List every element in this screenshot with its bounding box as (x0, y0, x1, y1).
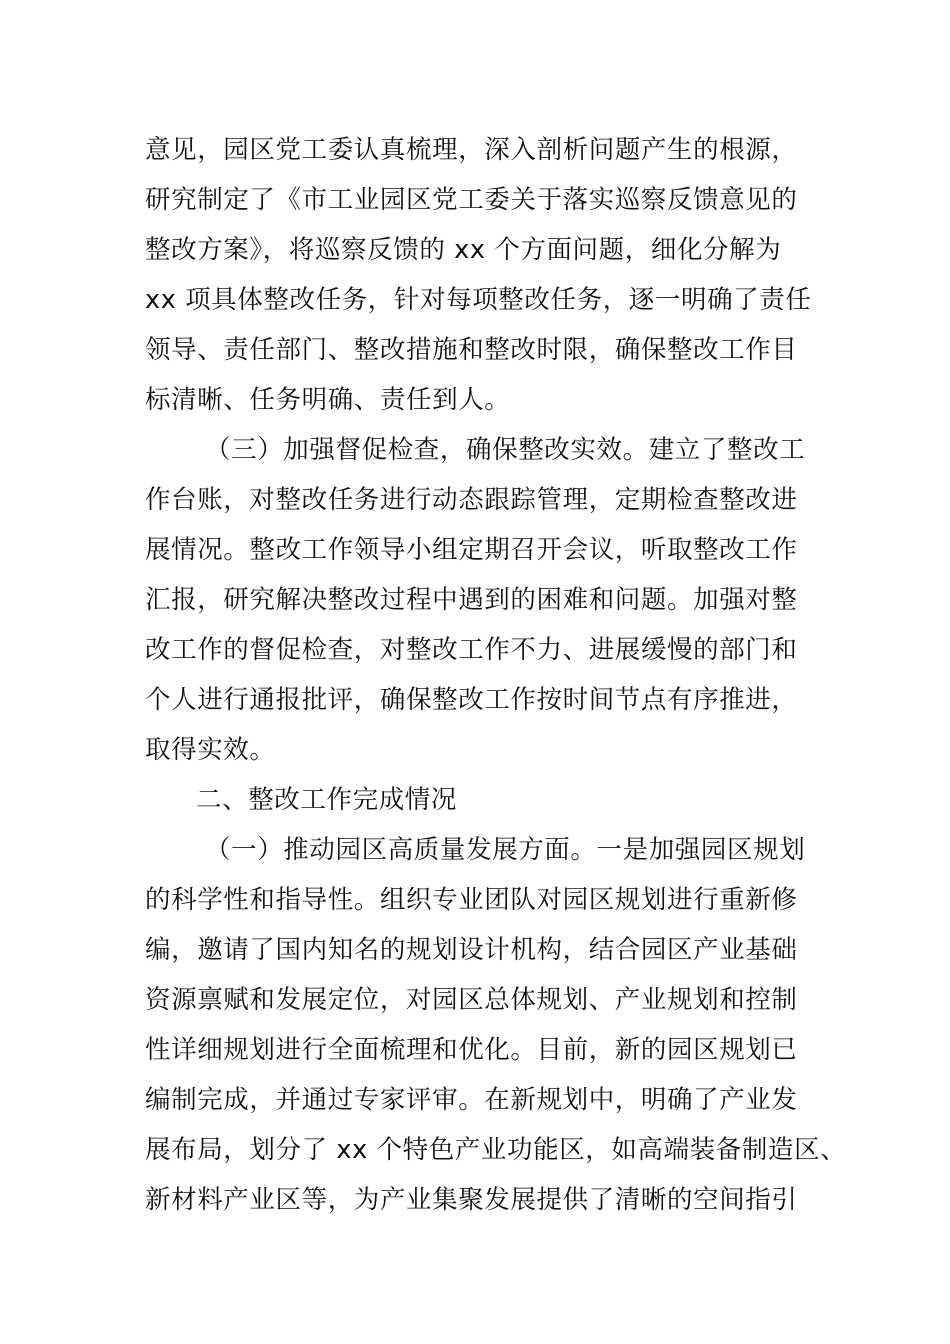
text-line: 作台账，对整改任务进行动态跟踪管理，定期检查整改进 (145, 485, 798, 515)
text-line: 意见，园区党工委认真梳理，深入剖析问题产生的根源， (145, 135, 798, 165)
text-line: 的科学性和指导性。组织专业团队对园区规划进行重新修 (145, 885, 798, 915)
text-line: 改工作的督促检查，对整改工作不力、进展缓慢的部门和 (145, 635, 798, 665)
text-line: 领导、责任部门、整改措施和整改时限，确保整改工作目 (145, 335, 798, 365)
text-line: 取得实效。 (145, 735, 276, 765)
paragraph-heading-3: （三）加强督促检查，确保整改实效。建立了整改工 (205, 435, 806, 465)
text-line: 标清晰、任务明确、责任到人。 (145, 385, 511, 415)
text-line: 性详细规划进行全面梳理和优化。目前，新的园区规划已 (145, 1035, 798, 1065)
paragraph-heading-1: （一）推动园区高质量发展方面。一是加强园区规划 (205, 835, 806, 865)
text-line: xx 项具体整改任务，针对每项整改任务，逐一明确了责任 (145, 285, 812, 315)
text-line: 编制完成，并通过专家评审。在新规划中，明确了产业发 (145, 1085, 798, 1115)
section-heading-2: 二、整改工作完成情况 (196, 785, 458, 815)
text-line: 个人进行通报批评，确保整改工作按时间节点有序推进， (145, 685, 798, 715)
text-line: 新材料产业区等，为产业集聚发展提供了清晰的空间指引 (145, 1185, 798, 1215)
text-line: 资源禀赋和发展定位，对园区总体规划、产业规划和控制 (145, 985, 798, 1015)
text-line: 展情况。整改工作领导小组定期召开会议，听取整改工作 (145, 535, 798, 565)
text-line: 汇报，研究解决整改过程中遇到的困难和问题。加强对整 (145, 585, 798, 615)
text-line: 研究制定了《市工业园区党工委关于落实巡察反馈意见的 (145, 185, 798, 215)
text-line: 整改方案》，将巡察反馈的 xx 个方面问题，细化分解为 (145, 235, 782, 265)
text-line: 展布局，划分了 xx 个特色产业功能区，如高端装备制造区、 (145, 1135, 847, 1165)
text-line: 编，邀请了国内知名的规划设计机构，结合园区产业基础 (145, 935, 798, 965)
